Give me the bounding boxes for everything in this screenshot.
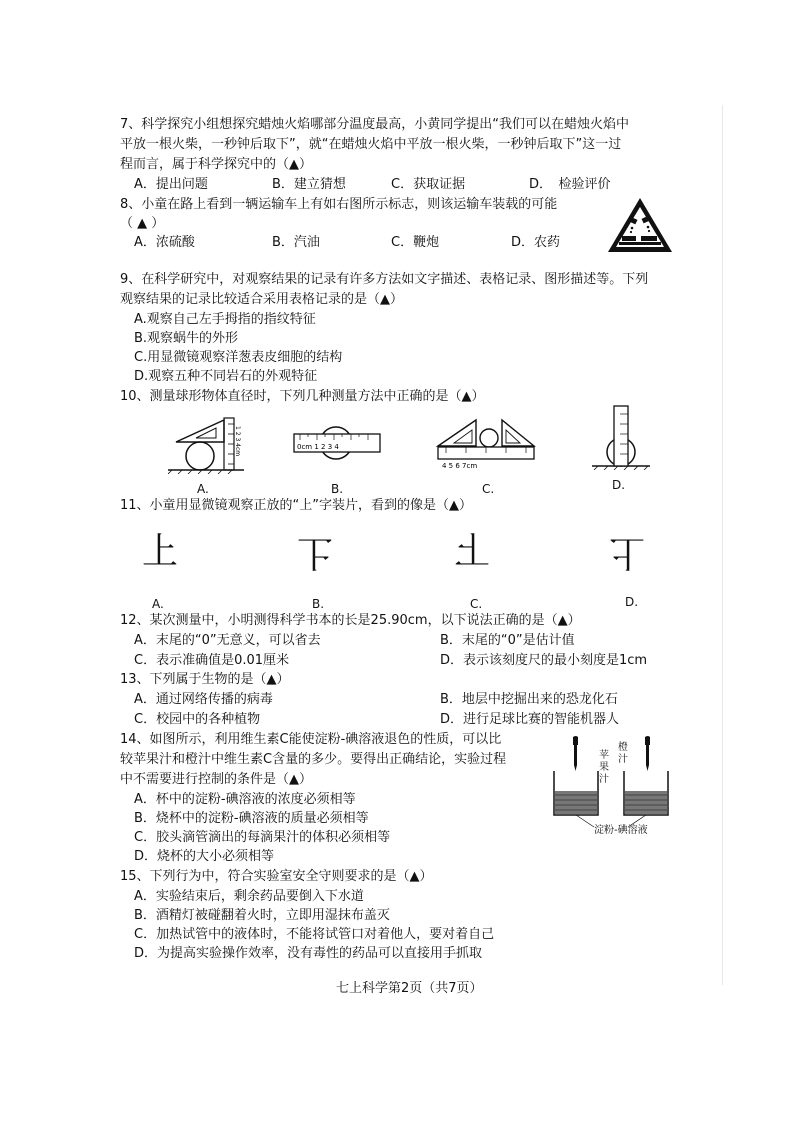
q10-figure-c: [436, 416, 536, 470]
q11-label-b: B.: [312, 597, 325, 611]
q14-option-d: D．烧杯的大小必须相等: [134, 849, 275, 864]
q8-option-c: C．鞭炮: [391, 235, 440, 250]
q13-line1: 13、下列属于生物的是（▲）: [120, 672, 290, 687]
page-footer: 七上科学第2页（共7页）: [336, 981, 483, 996]
q9-line1: 9、在科学研究中，对观察结果的记录有许多方法如文字描述、表格记录、图形描述等。下列: [120, 272, 649, 287]
q10-label-c: C.: [482, 482, 495, 496]
q11-glyph-a: 上: [142, 531, 179, 572]
q11-line1: 11、小童用显微镜观察正放的“上”字装片，看到的像是（▲）: [120, 498, 473, 513]
q14-line3: 中不需要进行控制的条件是（▲）: [120, 772, 312, 787]
q8-option-a: A．浓硫酸: [134, 235, 195, 250]
q13-option-b: B．地层中挖掘出来的恐龙化石: [440, 692, 618, 707]
ruler-b-scale: 0cm 1 2 3 4: [297, 443, 339, 451]
q15-option-c: C．加热试管中的液体时，不能将试管口对着他人，要对着自己: [134, 927, 495, 942]
q7-option-d: D． 检验评价: [529, 177, 611, 192]
q14-line1: 14、如图所示，利用维生素C能使淀粉-碘溶液退色的性质，可以比: [120, 732, 502, 747]
q10-figure-a: [168, 414, 248, 474]
q14-option-a: A．杯中的淀粉-碘溶液的浓度必须相等: [134, 792, 356, 807]
q7-option-a: A．提出问题: [134, 177, 208, 192]
q11-label-c: C.: [470, 597, 483, 611]
q15-option-b: B．酒精灯被碰翻着火时，立即用湿抹布盖灭: [134, 908, 390, 923]
ruler-c-scale: 4 5 6 7cm: [442, 462, 478, 470]
q15-line1: 15、下列行为中，符合实验室安全守则要求的是（▲）: [120, 869, 433, 884]
q14-apple-juice-label: 苹果汁: [599, 750, 609, 785]
q15-option-d: D．为提高实验操作效率，没有毒性的药品可以直接用手抓取: [134, 946, 483, 961]
q12-line1: 12、某次测量中，小明测得科学书本的长是25.90cm，以下说法正确的是（▲）: [120, 613, 581, 628]
q9-option-b: B.观察蜗牛的外形: [134, 331, 239, 346]
q7-line1: 7、科学探究小组想探究蜡烛火焰哪部分温度最高，小黄同学提出“我们可以在蜡烛火焰中: [120, 117, 630, 132]
q11-glyph-d: 上: [609, 532, 646, 573]
q10-label-d: D.: [612, 478, 626, 492]
q9-option-c: C.用显微镜观察洋葱表皮细胞的结构: [134, 350, 343, 365]
q11-glyph-c: 上: [454, 531, 491, 572]
scan-edge: [722, 105, 723, 985]
q8-option-d: D．农药: [511, 235, 561, 250]
q13-option-a: A．通过网络传播的病毒: [134, 692, 273, 707]
q7-option-c: C．获取证据: [391, 177, 466, 192]
q9-option-d: D.观察五种不同岩石的外观特征: [134, 369, 318, 384]
q7-option-b: B．建立猜想: [272, 177, 346, 192]
q12-option-a: A．末尾的“0”无意义，可以省去: [134, 633, 321, 648]
q13-option-d: D．进行足球比赛的智能机器人: [440, 712, 620, 727]
q10-label-a: A.: [197, 482, 209, 496]
q7-line3: 程而言，属于科学探究中的（▲）: [120, 157, 312, 172]
q11-label-a: A.: [152, 597, 164, 611]
q14-caption: 淀粉-碘溶液: [594, 825, 648, 836]
q8-line2: （ ▲ ）: [120, 216, 165, 231]
q8-line1: 8、小童在路上看到一辆运输车上有如右图所示标志，则该运输车装载的可能: [120, 197, 558, 212]
q8-option-b: B．汽油: [272, 235, 320, 250]
q13-option-c: C．校园中的各种植物: [134, 712, 261, 727]
q15-option-a: A．实验结束后，剩余药品要倒入下水道: [134, 889, 364, 904]
ruler-a-scale: 1 2 3 4cm: [234, 426, 241, 457]
q12-option-c: C．表示准确值是0.01厘米: [134, 653, 290, 668]
q11-label-d: D.: [625, 595, 639, 609]
q12-option-b: B．末尾的“0”是估计值: [440, 633, 575, 648]
q9-option-a: A.观察自己左手拇指的指纹特征: [134, 312, 316, 327]
q7-line2: 平放一根火柴，一秒钟后取下”，就“在蜡烛火焰中平放一根火柴，一秒钟后取下”这一过: [120, 137, 622, 152]
q10-line1: 10、测量球形物体直径时，下列几种测量方法中正确的是（▲）: [120, 389, 485, 404]
q10-figure-d: [592, 404, 652, 470]
q14-beaker-figure: [548, 735, 676, 829]
q14-option-b: B．烧杯中的淀粉-碘溶液的质量必须相等: [134, 811, 369, 826]
q10-label-b: B.: [331, 482, 344, 496]
q10-figure-b: [292, 420, 382, 466]
q14-line2: 较苹果汁和橙汁中维生素C含量的多少。要得出正确结论，实验过程: [120, 752, 507, 767]
corrosive-hazard-icon: [606, 196, 674, 254]
q11-glyph-b: 上: [297, 532, 334, 573]
q14-option-c: C．胶头滴管滴出的每滴果汁的体积必须相等: [134, 830, 391, 845]
q9-line2: 观察结果的记录比较适合采用表格记录的是（▲）: [120, 292, 403, 307]
q12-option-d: D．表示该刻度尺的最小刻度是1cm: [440, 653, 648, 668]
q14-orange-juice-label: 橙汁: [618, 742, 628, 765]
